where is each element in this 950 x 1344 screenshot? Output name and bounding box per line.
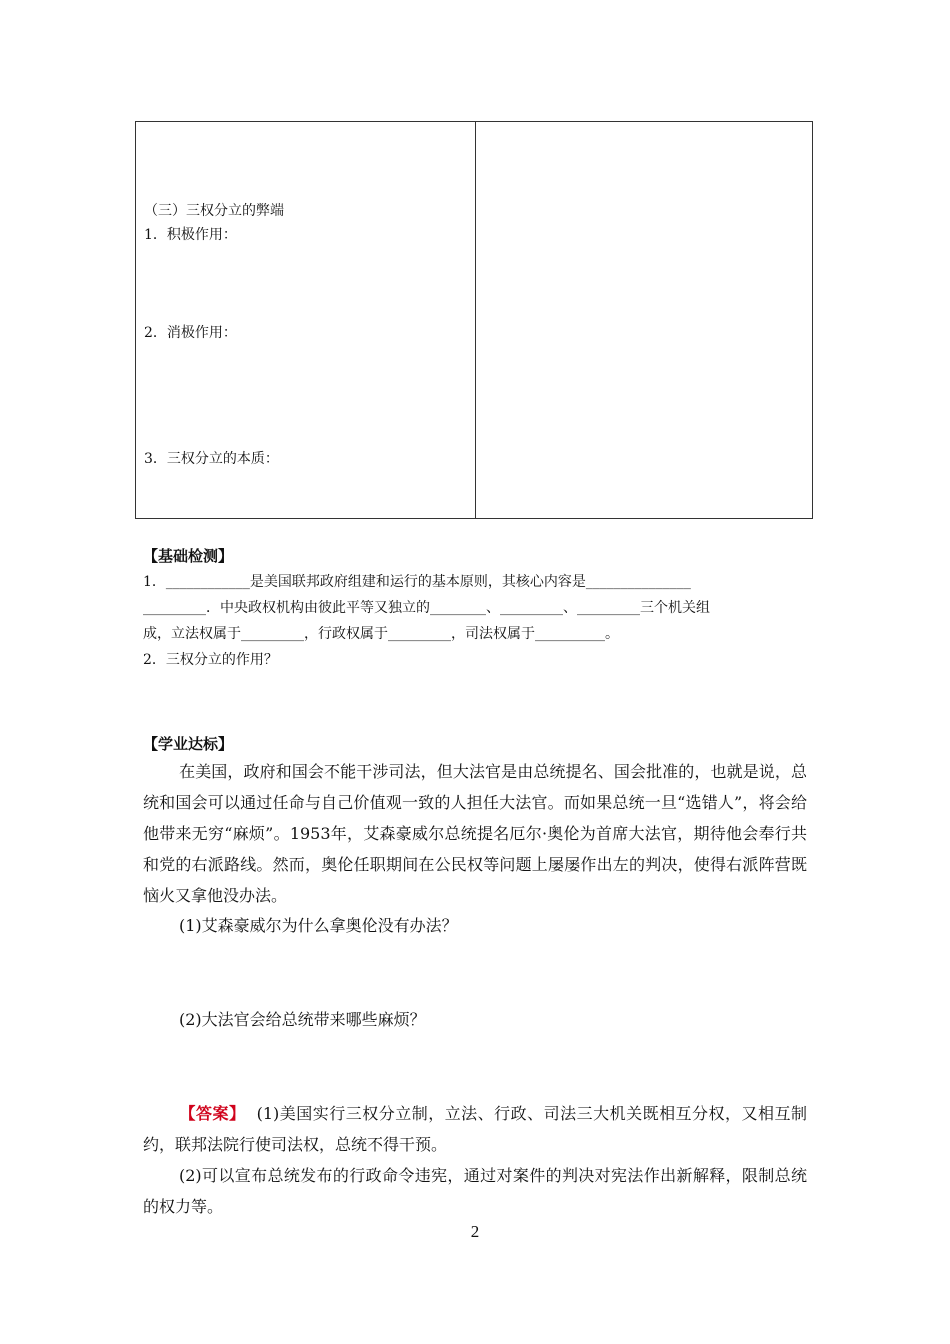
table-item-essence: 3．三权分立的本质： bbox=[144, 451, 279, 467]
table-item-negative: 2．消极作用： bbox=[144, 325, 237, 341]
mastery-q1-text: (1)艾森豪威尔为什么拿奥伦没有办法？ bbox=[179, 916, 458, 935]
basic-check-q1-line3: 成，立法权属于_________，行政权属于_________，司法权属于__________。 bbox=[143, 626, 619, 642]
answer-tag: 【答案】 bbox=[179, 1104, 246, 1123]
answer-1-text: (1)美国实行三权分立制，立法、行政、司法三大机关既相互分权，又相互制约，联邦法院行使司法权，总统不得干预。 bbox=[143, 1104, 807, 1154]
mastery-q2-text: (2)大法官会给总统带来哪些麻烦？ bbox=[179, 1010, 426, 1029]
answer-1 bbox=[143, 1098, 807, 1160]
mastery-passage-text: 在美国，政府和国会不能干涉司法，但大法官是由总统提名、国会批准的，也就是说，总统和国会可以通过任命与自己价值观一致的人担任大法官。而如果总统一旦“选错人”，将会给他带来无穷“麻烦”。1953年，艾森豪威尔总统提名厄尔·奥伦为首席大法官，期待他会奉行共和党的右派路线。然而，奥伦任职期间在公民权等问题上屡屡作出左的判决，使得右派阵营既恼火又拿他没办法。 bbox=[143, 762, 807, 905]
table-item-positive: 1．积极作用： bbox=[144, 227, 237, 243]
mastery-q2 bbox=[143, 1004, 807, 1035]
mastery-q1 bbox=[143, 910, 807, 941]
answer-2 bbox=[143, 1160, 807, 1222]
basic-check-q2: 2．三权分立的作用？ bbox=[143, 652, 278, 668]
table-heading: （三）三权分立的弊端 bbox=[144, 203, 284, 219]
basic-check-q1-line2: _________．中央政权机构由彼此平等又独立的________、_________、_________三个机关组 bbox=[143, 600, 710, 616]
mastery-title: 【学业达标】 bbox=[143, 735, 234, 753]
notes-table bbox=[135, 121, 813, 519]
mastery-passage bbox=[143, 756, 807, 911]
page-number: 2 bbox=[470, 1222, 480, 1241]
table-column-divider bbox=[475, 122, 476, 518]
answer-2-text: (2)可以宣布总统发布的行政命令违宪，通过对案件的判决对宪法作出新解释，限制总统的权力等。 bbox=[143, 1166, 807, 1216]
basic-check-title: 【基础检测】 bbox=[143, 547, 234, 565]
basic-check-q1-line1: 1．____________是美国联邦政府组建和运行的基本原则，其核心内容是_______________ bbox=[143, 574, 691, 590]
